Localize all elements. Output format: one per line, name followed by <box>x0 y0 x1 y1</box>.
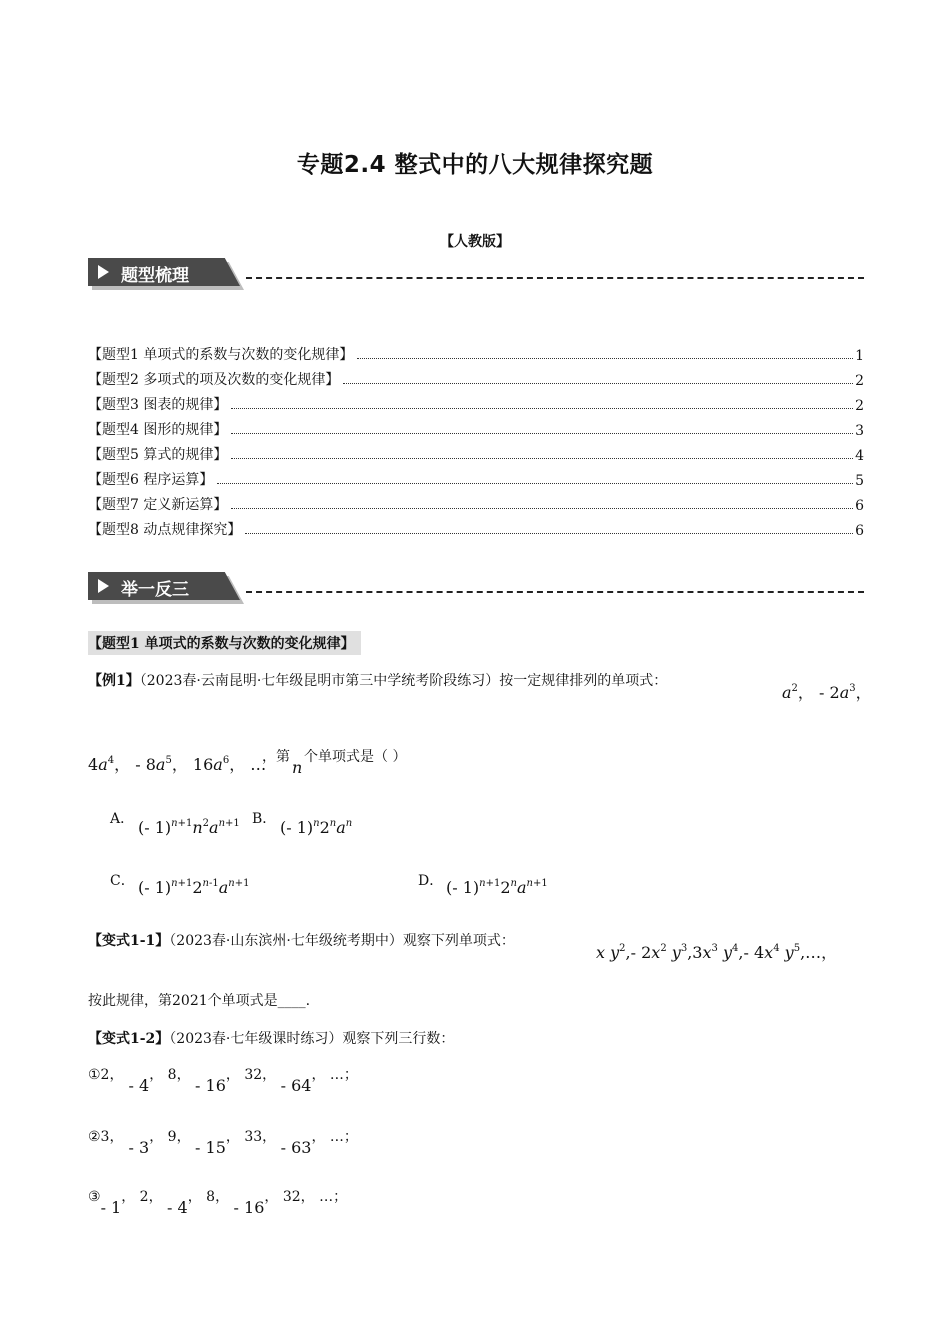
toc-leader <box>231 408 853 409</box>
toc-leader <box>343 383 853 384</box>
sequence-start: $a^2$， - $2a^3$， <box>782 683 872 702</box>
number-row-3: ③- 1， 2， - 4， 8， - 16， 32， …； <box>88 1189 348 1217</box>
toc-page-number: 6 <box>855 523 864 539</box>
toc-entry[interactable] <box>88 492 864 514</box>
number-row-2: ②3， - 3， 9， - 15， 33， - 63， …； <box>88 1129 358 1157</box>
option-a-label[interactable]: A． <box>110 811 135 827</box>
variant-1-1-question: 按此规律，第2021个单项式是____. <box>88 993 311 1009</box>
option-d-expression[interactable]: (- $1)^{n+1}2^na^{n+1}$ <box>446 878 548 897</box>
row-prefix: ②3， <box>88 1129 124 1145</box>
toc-entry-label: 【题型7 定义新运算】 <box>88 497 228 513</box>
toc-entry-label: 【题型6 程序运算】 <box>88 472 214 488</box>
edition-label: 【人教版】 <box>440 234 510 250</box>
option-c-label[interactable]: C． <box>110 873 135 889</box>
toc-entry-label: 【题型5 算式的规律】 <box>88 447 228 463</box>
sequence-cont: $4a^4$， - $8a^5$， $16a^6$， … <box>88 755 267 774</box>
toc-entry[interactable] <box>88 467 864 489</box>
row-prefix: ③ <box>88 1189 101 1205</box>
question-suffix: 个单项式是（ ） <box>304 749 407 765</box>
variant-source: （2023春·山东滨州·七年级统考期中）观察下列单项式： <box>169 933 515 949</box>
toc-page-number: 4 <box>855 448 864 464</box>
question-text <box>262 746 290 766</box>
toc-page-number: 3 <box>855 423 864 439</box>
toc-entry[interactable] <box>88 442 864 464</box>
banner-divider <box>246 591 864 593</box>
play-arrow-icon <box>98 579 109 593</box>
toc-page-number: 2 <box>855 373 864 389</box>
toc-entry-label: 【题型2 多项式的项及次数的变化规律】 <box>88 372 340 388</box>
variant-label: 【变式1-2】 <box>88 1031 170 1047</box>
toc-entry-label: 【题型3 图表的规律】 <box>88 397 228 413</box>
toc-page-number: 6 <box>855 498 864 514</box>
banner-divider <box>246 277 864 279</box>
toc-entry-label: 【题型8 动点规律探究】 <box>88 522 242 538</box>
toc-leader <box>217 483 853 484</box>
page-title: 专题2.4 整式中的八大规律探究题 <box>296 152 654 178</box>
variant-1-2-stem <box>88 1028 454 1048</box>
variant-label: 【变式1-1】 <box>88 933 170 949</box>
variant-1-1-sequence: x $y^2,-$ $2x^2$ $y^3,3x^3$ $y^4,-$ $4x^4$ $y^5,\dots$， <box>596 943 838 962</box>
variant-source: （2023春·七年级课时练习）观察下列三行数： <box>169 1031 455 1047</box>
toc-leader <box>357 358 853 359</box>
row-prefix: ①2， <box>88 1067 124 1083</box>
question-prefix: ，第 <box>262 749 290 765</box>
option-d-label[interactable]: D． <box>418 873 444 889</box>
practice-banner <box>88 572 864 606</box>
toc-leader <box>231 508 853 509</box>
example-1-stem <box>88 670 667 690</box>
option-c-expression[interactable]: (- $1)^{n+1}2^{n-1}a^{n+1}$ <box>138 878 250 897</box>
toc-entry[interactable] <box>88 342 864 364</box>
option-a-expression[interactable]: (- $1)^{n+1}n^2a^{n+1}$ <box>138 818 240 837</box>
toc-page-number: 2 <box>855 398 864 414</box>
toc-entry-label: 【题型4 图形的规律】 <box>88 422 228 438</box>
toc-leader <box>231 458 853 459</box>
example-source: （2023春·云南昆明·七年级昆明市第三中学统考阶段练习）按一定规律排列的单项式： <box>139 673 668 689</box>
banner-title: 举一反三 <box>121 580 189 600</box>
toc-entry-label: 【题型1 单项式的系数与次数的变化规律】 <box>88 347 354 363</box>
n-variable: n <box>292 758 303 777</box>
toc-entry[interactable] <box>88 392 864 414</box>
example-label: 【例1】 <box>88 673 140 689</box>
toc-entry[interactable] <box>88 517 864 539</box>
number-row-1: ①2， - 4， 8， - 16， 32， - 64， …； <box>88 1067 358 1095</box>
toc-entry[interactable] <box>88 367 864 389</box>
variant-1-1-stem <box>88 930 515 950</box>
option-b-expression[interactable]: (- $1)^n2^na^n$ <box>280 818 353 837</box>
toc-entry[interactable] <box>88 417 864 439</box>
toc-banner <box>88 258 864 292</box>
section-heading: 【题型1 单项式的系数与次数的变化规律】 <box>88 631 361 655</box>
banner-title: 题型梳理 <box>121 266 189 286</box>
toc-leader <box>245 533 853 534</box>
toc-leader <box>231 433 853 434</box>
option-b-label[interactable]: B． <box>252 811 277 827</box>
toc-page-number: 5 <box>855 473 864 489</box>
toc-page-number: 1 <box>855 348 864 364</box>
play-arrow-icon <box>98 265 109 279</box>
